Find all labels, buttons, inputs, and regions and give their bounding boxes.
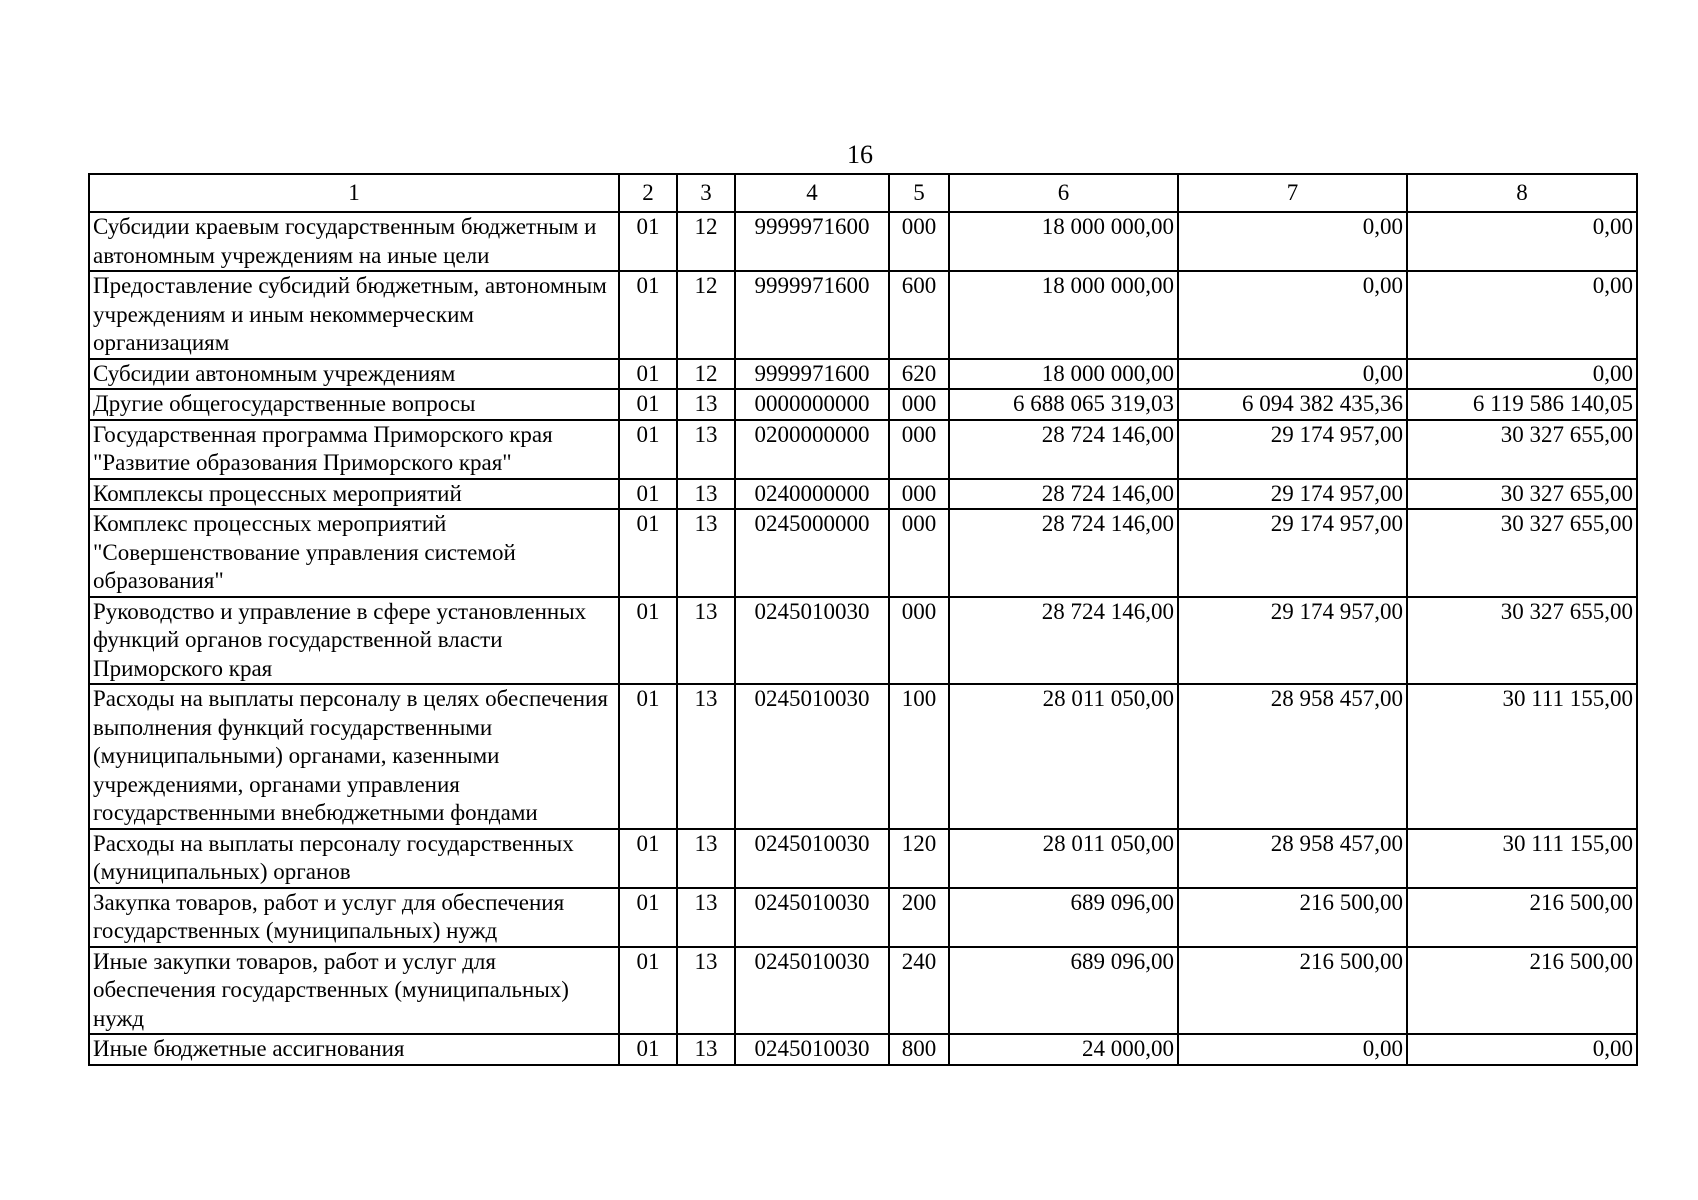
target-article-code: 0245010030: [735, 947, 889, 1035]
amount-col-6: 28 011 050,00: [949, 829, 1178, 888]
amount-col-7: 28 958 457,00: [1178, 829, 1407, 888]
amount-col-7: 0,00: [1178, 1034, 1407, 1065]
amount-col-6: 28 011 050,00: [949, 684, 1178, 829]
row-name: Закупка товаров, работ и услуг для обеспечения государственных (муниципальных) нужд: [89, 888, 619, 947]
expense-type-code: 800: [889, 1034, 949, 1065]
row-name: Субсидии краевым государственным бюджетным и автономным учреждениям на иные цели: [89, 212, 619, 271]
subsection-code: 13: [677, 479, 735, 510]
amount-col-6: 18 000 000,00: [949, 271, 1178, 359]
section-code: 01: [619, 271, 677, 359]
subsection-code: 12: [677, 271, 735, 359]
target-article-code: 0245010030: [735, 684, 889, 829]
amount-col-7: 29 174 957,00: [1178, 420, 1407, 479]
expense-type-code: 200: [889, 888, 949, 947]
column-header: 3: [677, 174, 735, 212]
amount-col-7: 29 174 957,00: [1178, 479, 1407, 510]
section-code: 01: [619, 829, 677, 888]
column-header: 6: [949, 174, 1178, 212]
amount-col-7: 29 174 957,00: [1178, 597, 1407, 685]
amount-col-6: 28 724 146,00: [949, 509, 1178, 597]
table-row: [89, 1034, 1637, 1065]
amount-col-6: 689 096,00: [949, 888, 1178, 947]
amount-col-8: 0,00: [1407, 1034, 1637, 1065]
subsection-code: 12: [677, 212, 735, 271]
subsection-code: 13: [677, 684, 735, 829]
column-header: 1: [89, 174, 619, 212]
expense-type-code: 000: [889, 597, 949, 685]
table-row: [89, 389, 1637, 420]
expense-type-code: 000: [889, 420, 949, 479]
target-article-code: 0240000000: [735, 479, 889, 510]
section-code: 01: [619, 597, 677, 685]
amount-col-8: 0,00: [1407, 359, 1637, 390]
table-row: [89, 829, 1637, 888]
column-header: 2: [619, 174, 677, 212]
target-article-code: 0245010030: [735, 829, 889, 888]
target-article-code: 0245010030: [735, 597, 889, 685]
amount-col-7: 6 094 382 435,36: [1178, 389, 1407, 420]
table-row: [89, 479, 1637, 510]
row-name: Комплексы процессных мероприятий: [89, 479, 619, 510]
amount-col-8: 0,00: [1407, 212, 1637, 271]
expense-type-code: 120: [889, 829, 949, 888]
amount-col-6: 28 724 146,00: [949, 420, 1178, 479]
row-name: Иные закупки товаров, работ и услуг для обеспечения государственных (муниципальных) нужд: [89, 947, 619, 1035]
target-article-code: 9999971600: [735, 271, 889, 359]
expense-type-code: 600: [889, 271, 949, 359]
table-row: [89, 509, 1637, 597]
expense-type-code: 240: [889, 947, 949, 1035]
page-number: 16: [847, 140, 873, 169]
amount-col-6: 28 724 146,00: [949, 597, 1178, 685]
section-code: 01: [619, 479, 677, 510]
amount-col-8: 30 111 155,00: [1407, 684, 1637, 829]
column-header: 4: [735, 174, 889, 212]
amount-col-7: 0,00: [1178, 212, 1407, 271]
row-name: Расходы на выплаты персоналу государственных (муниципальных) органов: [89, 829, 619, 888]
section-code: 01: [619, 420, 677, 479]
target-article-code: 9999971600: [735, 359, 889, 390]
column-header: 7: [1178, 174, 1407, 212]
amount-col-6: 6 688 065 319,03: [949, 389, 1178, 420]
table-row: [89, 212, 1637, 271]
section-code: 01: [619, 509, 677, 597]
amount-col-8: 30 327 655,00: [1407, 479, 1637, 510]
section-code: 01: [619, 1034, 677, 1065]
amount-col-6: 18 000 000,00: [949, 359, 1178, 390]
expense-type-code: 000: [889, 212, 949, 271]
table-row: [89, 271, 1637, 359]
subsection-code: 13: [677, 509, 735, 597]
row-name: Иные бюджетные ассигнования: [89, 1034, 619, 1065]
table-row: [89, 597, 1637, 685]
expense-type-code: 000: [889, 509, 949, 597]
table-row: [89, 888, 1637, 947]
target-article-code: 9999971600: [735, 212, 889, 271]
table-row: [89, 684, 1637, 829]
row-name: Государственная программа Приморского края "Развитие образования Приморского края": [89, 420, 619, 479]
section-code: 01: [619, 684, 677, 829]
subsection-code: 12: [677, 359, 735, 390]
amount-col-8: 30 327 655,00: [1407, 597, 1637, 685]
table-row: [89, 420, 1637, 479]
section-code: 01: [619, 947, 677, 1035]
amount-col-8: 0,00: [1407, 271, 1637, 359]
expense-type-code: 100: [889, 684, 949, 829]
amount-col-8: 216 500,00: [1407, 888, 1637, 947]
amount-col-7: 0,00: [1178, 359, 1407, 390]
row-name: Предоставление субсидий бюджетным, автономным учреждениям и иным некоммерческим организациям: [89, 271, 619, 359]
expense-type-code: 620: [889, 359, 949, 390]
target-article-code: 0200000000: [735, 420, 889, 479]
subsection-code: 13: [677, 597, 735, 685]
amount-col-8: 6 119 586 140,05: [1407, 389, 1637, 420]
target-article-code: 0000000000: [735, 389, 889, 420]
subsection-code: 13: [677, 420, 735, 479]
row-name: Комплекс процессных мероприятий "Совершенствование управления системой образования": [89, 509, 619, 597]
amount-col-8: 30 111 155,00: [1407, 829, 1637, 888]
table-row: [89, 947, 1637, 1035]
amount-col-7: 0,00: [1178, 271, 1407, 359]
subsection-code: 13: [677, 389, 735, 420]
section-code: 01: [619, 212, 677, 271]
row-name: Расходы на выплаты персоналу в целях обеспечения выполнения функций государственными (муниципальными) органами, казенными учреждениями, органами управления государственными внебюджетными фондами: [89, 684, 619, 829]
amount-col-6: 24 000,00: [949, 1034, 1178, 1065]
column-header: 5: [889, 174, 949, 212]
target-article-code: 0245000000: [735, 509, 889, 597]
row-name: Субсидии автономным учреждениям: [89, 359, 619, 390]
section-code: 01: [619, 359, 677, 390]
subsection-code: 13: [677, 829, 735, 888]
table-header-row: [89, 174, 1637, 212]
subsection-code: 13: [677, 947, 735, 1035]
target-article-code: 0245010030: [735, 1034, 889, 1065]
subsection-code: 13: [677, 888, 735, 947]
expense-type-code: 000: [889, 389, 949, 420]
amount-col-8: 216 500,00: [1407, 947, 1637, 1035]
amount-col-7: 216 500,00: [1178, 947, 1407, 1035]
amount-col-6: 28 724 146,00: [949, 479, 1178, 510]
target-article-code: 0245010030: [735, 888, 889, 947]
expense-type-code: 000: [889, 479, 949, 510]
subsection-code: 13: [677, 1034, 735, 1065]
column-header: 8: [1407, 174, 1637, 212]
amount-col-8: 30 327 655,00: [1407, 509, 1637, 597]
row-name: Руководство и управление в сфере установленных функций органов государственной власти Приморского края: [89, 597, 619, 685]
section-code: 01: [619, 389, 677, 420]
amount-col-6: 689 096,00: [949, 947, 1178, 1035]
row-name: Другие общегосударственные вопросы: [89, 389, 619, 420]
amount-col-7: 28 958 457,00: [1178, 684, 1407, 829]
section-code: 01: [619, 888, 677, 947]
budget-table: [88, 173, 1638, 1066]
table-row: [89, 359, 1637, 390]
amount-col-7: 216 500,00: [1178, 888, 1407, 947]
amount-col-8: 30 327 655,00: [1407, 420, 1637, 479]
amount-col-6: 18 000 000,00: [949, 212, 1178, 271]
amount-col-7: 29 174 957,00: [1178, 509, 1407, 597]
